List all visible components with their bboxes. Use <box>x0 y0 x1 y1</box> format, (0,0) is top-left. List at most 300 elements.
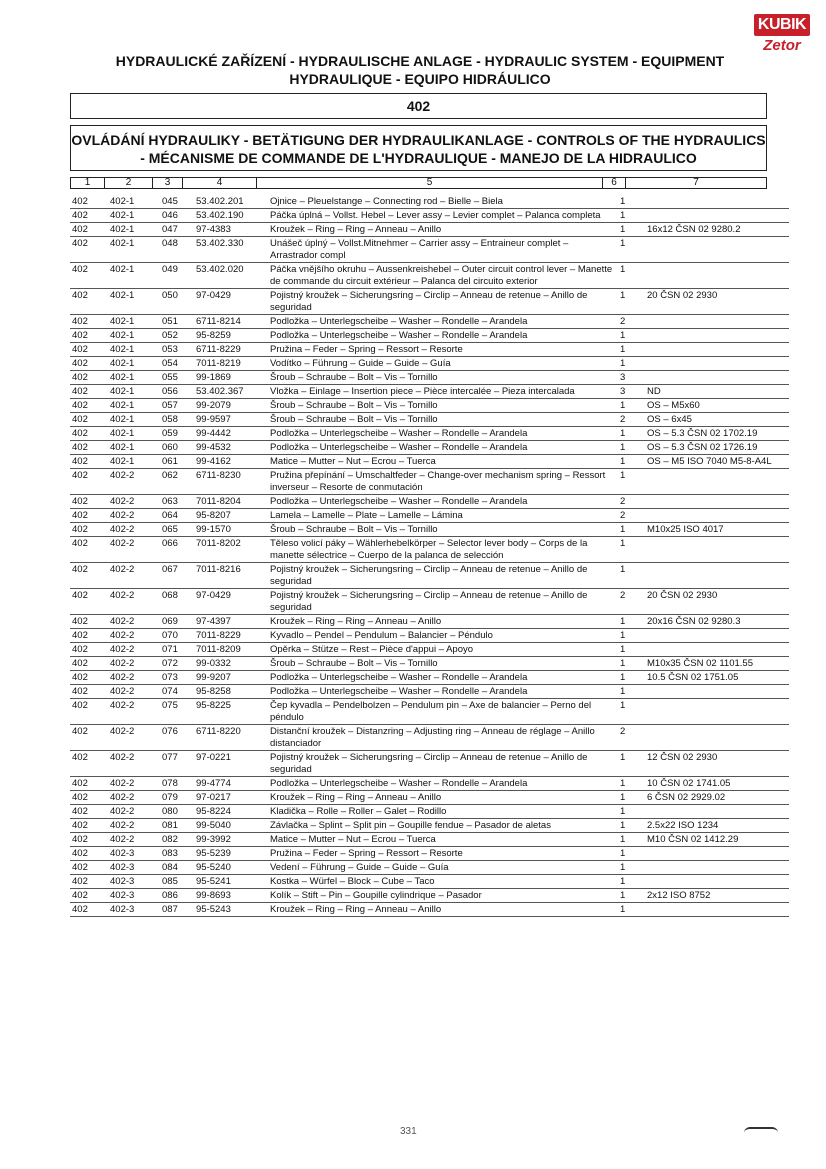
row-position: 085 <box>160 875 194 889</box>
row-part-number: 95-8258 <box>194 685 268 699</box>
row-part-number: 95-5241 <box>194 875 268 889</box>
row-group: 402 <box>70 861 108 875</box>
row-part-number: 95-8224 <box>194 805 268 819</box>
section-title-line1: OVLÁDÁNÍ HYDRAULIKY - BETÄTIGUNG DER HYDRAULIKANLAGE - CONTROLS OF THE HYDRAULICS <box>71 132 766 148</box>
row-subgroup: 402-2 <box>108 469 160 495</box>
row-position: 070 <box>160 629 194 643</box>
row-part-number: 97-4397 <box>194 615 268 629</box>
row-part-number: 53.402.330 <box>194 237 268 263</box>
row-position: 087 <box>160 903 194 917</box>
row-quantity: 1 <box>618 903 645 917</box>
table-row <box>70 751 789 777</box>
table-row <box>70 399 789 413</box>
row-subgroup: 402-2 <box>108 629 160 643</box>
row-part-number: 7011-8219 <box>194 357 268 371</box>
row-description: Podložka – Unterlegscheibe – Washer – Rondelle – Arandela <box>268 777 618 791</box>
table-row <box>70 209 789 223</box>
row-description: Páčka úplná – Vollst. Hebel – Lever assy – Levier complet – Palanca completa <box>268 209 618 223</box>
row-note <box>645 537 789 563</box>
row-subgroup: 402-1 <box>108 263 160 289</box>
col-header: 6 <box>603 178 626 188</box>
table-row <box>70 889 789 903</box>
row-description: Pojistný kroužek – Sicherungsring – Circlip – Anneau de retenue – Anillo de seguridad <box>268 563 618 589</box>
row-quantity: 1 <box>618 209 645 223</box>
row-group: 402 <box>70 441 108 455</box>
table-row <box>70 629 789 643</box>
row-position: 061 <box>160 455 194 469</box>
row-position: 053 <box>160 343 194 357</box>
table-row <box>70 589 789 615</box>
table-row <box>70 495 789 509</box>
table-row <box>70 805 789 819</box>
row-part-number: 6711-8214 <box>194 315 268 329</box>
row-group: 402 <box>70 455 108 469</box>
row-quantity: 1 <box>618 671 645 685</box>
row-position: 068 <box>160 589 194 615</box>
row-description: Závlačka – Splint – Split pin – Goupille fendue – Pasador de aletas <box>268 819 618 833</box>
table-row <box>70 413 789 427</box>
row-note <box>645 861 789 875</box>
row-quantity: 1 <box>618 819 645 833</box>
row-position: 079 <box>160 791 194 805</box>
row-description: Kolík – Stift – Pin – Goupille cylindrique – Pasador <box>268 889 618 903</box>
row-group: 402 <box>70 889 108 903</box>
row-group: 402 <box>70 589 108 615</box>
row-subgroup: 402-2 <box>108 699 160 725</box>
row-note: 20 ČSN 02 2930 <box>645 289 789 315</box>
row-group: 402 <box>70 777 108 791</box>
row-subgroup: 402-1 <box>108 343 160 357</box>
row-note <box>645 209 789 223</box>
row-note <box>645 195 789 209</box>
row-quantity: 2 <box>618 509 645 523</box>
row-part-number: 97-0221 <box>194 751 268 777</box>
row-group: 402 <box>70 209 108 223</box>
row-quantity: 1 <box>618 357 645 371</box>
row-subgroup: 402-1 <box>108 455 160 469</box>
row-part-number: 97-4383 <box>194 223 268 237</box>
row-note: OS – 6x45 <box>645 413 789 427</box>
row-subgroup: 402-1 <box>108 209 160 223</box>
row-position: 066 <box>160 537 194 563</box>
row-part-number: 99-1570 <box>194 523 268 537</box>
row-quantity: 1 <box>618 685 645 699</box>
row-part-number: 95-8259 <box>194 329 268 343</box>
row-part-number: 99-3992 <box>194 833 268 847</box>
row-part-number: 99-9597 <box>194 413 268 427</box>
row-part-number: 95-5240 <box>194 861 268 875</box>
table-row <box>70 819 789 833</box>
row-description: Pojistný kroužek – Sicherungsring – Circlip – Anneau de retenue – Anillo de seguridad <box>268 751 618 777</box>
row-description: Pružina přepínání – Umschaltfeder – Change-over mechanism spring – Ressort inverseur – Resorte de conmutación <box>268 469 618 495</box>
row-subgroup: 402-2 <box>108 805 160 819</box>
row-part-number: 99-4162 <box>194 455 268 469</box>
row-part-number: 99-4774 <box>194 777 268 791</box>
row-description: Matice – Mutter – Nut – Ecrou – Tuerca <box>268 833 618 847</box>
row-group: 402 <box>70 329 108 343</box>
row-note: ND <box>645 385 789 399</box>
row-description: Šroub – Schraube – Bolt – Vis – Tornillo <box>268 523 618 537</box>
table-row <box>70 563 789 589</box>
row-position: 073 <box>160 671 194 685</box>
row-position: 086 <box>160 889 194 903</box>
row-subgroup: 402-2 <box>108 791 160 805</box>
row-part-number: 7011-8209 <box>194 643 268 657</box>
row-note <box>645 875 789 889</box>
row-note <box>645 643 789 657</box>
row-quantity: 1 <box>618 833 645 847</box>
row-subgroup: 402-2 <box>108 685 160 699</box>
table-row <box>70 329 789 343</box>
row-note: M10x35 ČSN 02 1101.55 <box>645 657 789 671</box>
row-note <box>645 495 789 509</box>
table-row <box>70 725 789 751</box>
row-quantity: 1 <box>618 195 645 209</box>
row-group: 402 <box>70 371 108 385</box>
row-subgroup: 402-1 <box>108 329 160 343</box>
row-description: Kroužek – Ring – Ring – Anneau – Anillo <box>268 615 618 629</box>
row-part-number: 99-1869 <box>194 371 268 385</box>
row-note: 20x16 ČSN 02 9280.3 <box>645 615 789 629</box>
row-description: Podložka – Unterlegscheibe – Washer – Rondelle – Arandela <box>268 671 618 685</box>
row-group: 402 <box>70 903 108 917</box>
row-description: Čep kyvadla – Pendelbolzen – Pendulum pin – Axe de balancier – Perno del péndulo <box>268 699 618 725</box>
row-subgroup: 402-1 <box>108 195 160 209</box>
row-note: OS – 5.3 ČSN 02 1702.19 <box>645 427 789 441</box>
row-subgroup: 402-2 <box>108 563 160 589</box>
table-row <box>70 685 789 699</box>
row-description: Podložka – Unterlegscheibe – Washer – Rondelle – Arandela <box>268 685 618 699</box>
row-position: 082 <box>160 833 194 847</box>
row-subgroup: 402-2 <box>108 819 160 833</box>
row-quantity: 1 <box>618 343 645 357</box>
row-subgroup: 402-1 <box>108 237 160 263</box>
row-subgroup: 402-3 <box>108 903 160 917</box>
row-quantity: 2 <box>618 725 645 751</box>
table-row <box>70 469 789 495</box>
row-position: 059 <box>160 427 194 441</box>
row-quantity: 1 <box>618 523 645 537</box>
row-part-number: 95-8207 <box>194 509 268 523</box>
row-subgroup: 402-2 <box>108 589 160 615</box>
row-part-number: 99-8693 <box>194 889 268 903</box>
row-quantity: 1 <box>618 861 645 875</box>
row-quantity: 3 <box>618 371 645 385</box>
table-row <box>70 195 789 209</box>
kubik-zetor-logo <box>754 14 810 64</box>
row-position: 057 <box>160 399 194 413</box>
row-group: 402 <box>70 509 108 523</box>
row-part-number: 99-0332 <box>194 657 268 671</box>
row-subgroup: 402-1 <box>108 371 160 385</box>
row-position: 075 <box>160 699 194 725</box>
row-note <box>645 237 789 263</box>
table-row <box>70 537 789 563</box>
row-description: Kroužek – Ring – Ring – Anneau – Anillo <box>268 223 618 237</box>
col-header: 5 <box>257 178 603 188</box>
row-group: 402 <box>70 685 108 699</box>
table-row <box>70 343 789 357</box>
row-quantity: 1 <box>618 237 645 263</box>
row-description: Kroužek – Ring – Ring – Anneau – Anillo <box>268 791 618 805</box>
row-quantity: 1 <box>618 537 645 563</box>
row-note <box>645 805 789 819</box>
row-position: 074 <box>160 685 194 699</box>
row-description: Distanční kroužek – Distanzring – Adjusting ring – Anneau de réglage – Anillo distanciador <box>268 725 618 751</box>
row-note <box>645 699 789 725</box>
row-note: 16x12 ČSN 02 9280.2 <box>645 223 789 237</box>
table-row <box>70 671 789 685</box>
row-part-number: 53.402.190 <box>194 209 268 223</box>
row-part-number: 7011-8204 <box>194 495 268 509</box>
row-quantity: 1 <box>618 563 645 589</box>
row-quantity: 2 <box>618 589 645 615</box>
row-subgroup: 402-2 <box>108 725 160 751</box>
row-quantity: 2 <box>618 413 645 427</box>
row-group: 402 <box>70 751 108 777</box>
row-quantity: 1 <box>618 751 645 777</box>
row-description: Unášeč úplný – Vollst.Mitnehmer – Carrier assy – Entraineur complet – Arrastrador compl <box>268 237 618 263</box>
row-quantity: 1 <box>618 263 645 289</box>
row-part-number: 7011-8202 <box>194 537 268 563</box>
row-subgroup: 402-2 <box>108 495 160 509</box>
row-position: 076 <box>160 725 194 751</box>
row-group: 402 <box>70 399 108 413</box>
row-quantity: 1 <box>618 399 645 413</box>
table-row <box>70 315 789 329</box>
row-group: 402 <box>70 223 108 237</box>
row-position: 047 <box>160 223 194 237</box>
row-note: 6 ČSN 02 2929.02 <box>645 791 789 805</box>
row-note <box>645 371 789 385</box>
table-row <box>70 861 789 875</box>
row-description: Kroužek – Ring – Ring – Anneau – Anillo <box>268 903 618 917</box>
row-quantity: 1 <box>618 427 645 441</box>
table-row <box>70 357 789 371</box>
row-part-number: 97-0217 <box>194 791 268 805</box>
row-subgroup: 402-2 <box>108 671 160 685</box>
row-part-number: 97-0429 <box>194 589 268 615</box>
row-position: 048 <box>160 237 194 263</box>
row-group: 402 <box>70 495 108 509</box>
row-description: Páčka vnějšího okruhu – Aussenkreishebel – Outer circuit control lever – Manette de commande du circuit extérieur – Palanca del circuito exterior <box>268 263 618 289</box>
table-row <box>70 875 789 889</box>
row-description: Pružina – Feder – Spring – Ressort – Resorte <box>268 343 618 357</box>
row-description: Pojistný kroužek – Sicherungsring – Circlip – Anneau de retenue – Anillo de seguridad <box>268 589 618 615</box>
row-description: Vedení – Führung – Guide – Guide – Guía <box>268 861 618 875</box>
row-group: 402 <box>70 289 108 315</box>
row-description: Podložka – Unterlegscheibe – Washer – Rondelle – Arandela <box>268 329 618 343</box>
row-quantity: 1 <box>618 469 645 495</box>
row-group: 402 <box>70 805 108 819</box>
row-description: Podložka – Unterlegscheibe – Washer – Rondelle – Arandela <box>268 427 618 441</box>
row-description: Šroub – Schraube – Bolt – Vis – Tornillo <box>268 657 618 671</box>
table-row <box>70 223 789 237</box>
row-note: OS – 5.3 ČSN 02 1726.19 <box>645 441 789 455</box>
row-subgroup: 402-1 <box>108 223 160 237</box>
row-group: 402 <box>70 263 108 289</box>
row-subgroup: 402-3 <box>108 861 160 875</box>
section-title <box>70 125 767 171</box>
table-row <box>70 371 789 385</box>
row-position: 050 <box>160 289 194 315</box>
row-position: 072 <box>160 657 194 671</box>
row-group: 402 <box>70 791 108 805</box>
row-description: Vložka – Einlage – Insertion piece – Pièce intercalée – Pieza intercalada <box>268 385 618 399</box>
row-quantity: 1 <box>618 847 645 861</box>
row-quantity: 1 <box>618 615 645 629</box>
row-description: Kladička – Rolle – Roller – Galet – Rodillo <box>268 805 618 819</box>
row-group: 402 <box>70 699 108 725</box>
row-note <box>645 563 789 589</box>
row-group: 402 <box>70 427 108 441</box>
row-group: 402 <box>70 819 108 833</box>
row-quantity: 2 <box>618 315 645 329</box>
row-position: 055 <box>160 371 194 385</box>
page-title-line1: HYDRAULICKÉ ZAŘÍZENÍ - HYDRAULISCHE ANLAGE - HYDRAULIC SYSTEM - EQUIPMENT <box>115 53 725 69</box>
table-row <box>70 643 789 657</box>
table-row <box>70 455 789 469</box>
col-header: 3 <box>153 178 183 188</box>
row-group: 402 <box>70 413 108 427</box>
row-position: 049 <box>160 263 194 289</box>
row-description: Ojnice – Pleuelstange – Connecting rod – Bielle – Biela <box>268 195 618 209</box>
row-description: Šroub – Schraube – Bolt – Vis – Tornillo <box>268 399 618 413</box>
group-number: 402 <box>70 93 767 119</box>
row-description: Kostka – Würfel – Block – Cube – Taco <box>268 875 618 889</box>
table-row <box>70 657 789 671</box>
row-subgroup: 402-2 <box>108 777 160 791</box>
corner-mark <box>744 1127 778 1135</box>
row-subgroup: 402-1 <box>108 441 160 455</box>
row-note: 2.5x22 ISO 1234 <box>645 819 789 833</box>
row-subgroup: 402-1 <box>108 385 160 399</box>
row-part-number: 97-0429 <box>194 289 268 315</box>
row-part-number: 95-8225 <box>194 699 268 725</box>
row-note <box>645 847 789 861</box>
row-note <box>645 315 789 329</box>
row-group: 402 <box>70 725 108 751</box>
row-description: Podložka – Unterlegscheibe – Washer – Rondelle – Arandela <box>268 495 618 509</box>
row-note: 12 ČSN 02 2930 <box>645 751 789 777</box>
row-note <box>645 357 789 371</box>
row-description: Opěrka – Stütze – Rest – Pièce d'appui – Apoyo <box>268 643 618 657</box>
table-row <box>70 791 789 805</box>
row-group: 402 <box>70 237 108 263</box>
logo-top-text: KUBIK <box>754 14 810 36</box>
row-description: Pružina – Feder – Spring – Ressort – Resorte <box>268 847 618 861</box>
parts-table <box>70 195 789 917</box>
row-position: 046 <box>160 209 194 223</box>
row-description: Podložka – Unterlegscheibe – Washer – Rondelle – Arandela <box>268 441 618 455</box>
row-quantity: 1 <box>618 875 645 889</box>
row-quantity: 1 <box>618 441 645 455</box>
col-header: 1 <box>71 178 105 188</box>
row-note <box>645 725 789 751</box>
row-note <box>645 343 789 357</box>
row-subgroup: 402-1 <box>108 289 160 315</box>
row-position: 084 <box>160 861 194 875</box>
row-group: 402 <box>70 385 108 399</box>
row-group: 402 <box>70 671 108 685</box>
row-part-number: 99-2079 <box>194 399 268 413</box>
table-row <box>70 263 789 289</box>
row-position: 065 <box>160 523 194 537</box>
row-position: 062 <box>160 469 194 495</box>
table-row <box>70 427 789 441</box>
row-note <box>645 263 789 289</box>
row-group: 402 <box>70 875 108 889</box>
row-quantity: 3 <box>618 385 645 399</box>
row-note: M10 ČSN 02 1412.29 <box>645 833 789 847</box>
row-note <box>645 509 789 523</box>
col-header: 4 <box>183 178 257 188</box>
row-subgroup: 402-1 <box>108 427 160 441</box>
row-group: 402 <box>70 615 108 629</box>
row-position: 056 <box>160 385 194 399</box>
row-subgroup: 402-3 <box>108 889 160 903</box>
row-quantity: 1 <box>618 699 645 725</box>
row-part-number: 53.402.020 <box>194 263 268 289</box>
row-description: Matice – Mutter – Nut – Ecrou – Tuerca <box>268 455 618 469</box>
row-position: 077 <box>160 751 194 777</box>
row-position: 063 <box>160 495 194 509</box>
row-part-number: 99-5040 <box>194 819 268 833</box>
row-part-number: 99-4532 <box>194 441 268 455</box>
row-group: 402 <box>70 195 108 209</box>
row-description: Šroub – Schraube – Bolt – Vis – Tornillo <box>268 413 618 427</box>
row-quantity: 1 <box>618 223 645 237</box>
page-title-line2: HYDRAULIQUE - EQUIPO HIDRÁULICO <box>289 71 551 87</box>
row-subgroup: 402-1 <box>108 315 160 329</box>
row-part-number: 53.402.201 <box>194 195 268 209</box>
row-note <box>645 629 789 643</box>
row-quantity: 1 <box>618 643 645 657</box>
row-subgroup: 402-2 <box>108 833 160 847</box>
table-row <box>70 903 789 917</box>
row-group: 402 <box>70 343 108 357</box>
row-group: 402 <box>70 357 108 371</box>
row-position: 071 <box>160 643 194 657</box>
row-group: 402 <box>70 523 108 537</box>
row-quantity: 1 <box>618 289 645 315</box>
row-subgroup: 402-1 <box>108 357 160 371</box>
table-row <box>70 833 789 847</box>
row-quantity: 2 <box>618 495 645 509</box>
row-quantity: 1 <box>618 657 645 671</box>
row-position: 080 <box>160 805 194 819</box>
logo-bottom-text: Zetor <box>763 37 801 54</box>
row-group: 402 <box>70 657 108 671</box>
row-subgroup: 402-3 <box>108 847 160 861</box>
column-header <box>70 177 767 189</box>
row-position: 051 <box>160 315 194 329</box>
row-group: 402 <box>70 537 108 563</box>
col-header: 2 <box>105 178 153 188</box>
row-part-number: 6711-8230 <box>194 469 268 495</box>
row-note <box>645 903 789 917</box>
row-part-number: 99-4442 <box>194 427 268 441</box>
table-row <box>70 385 789 399</box>
row-part-number: 95-5239 <box>194 847 268 861</box>
row-subgroup: 402-3 <box>108 875 160 889</box>
row-part-number: 99-9207 <box>194 671 268 685</box>
row-note: OS – M5 ISO 7040 M5-8-A4L <box>645 455 789 469</box>
row-note: M10x25 ISO 4017 <box>645 523 789 537</box>
table-row <box>70 509 789 523</box>
row-note: 20 ČSN 02 2930 <box>645 589 789 615</box>
row-group: 402 <box>70 315 108 329</box>
